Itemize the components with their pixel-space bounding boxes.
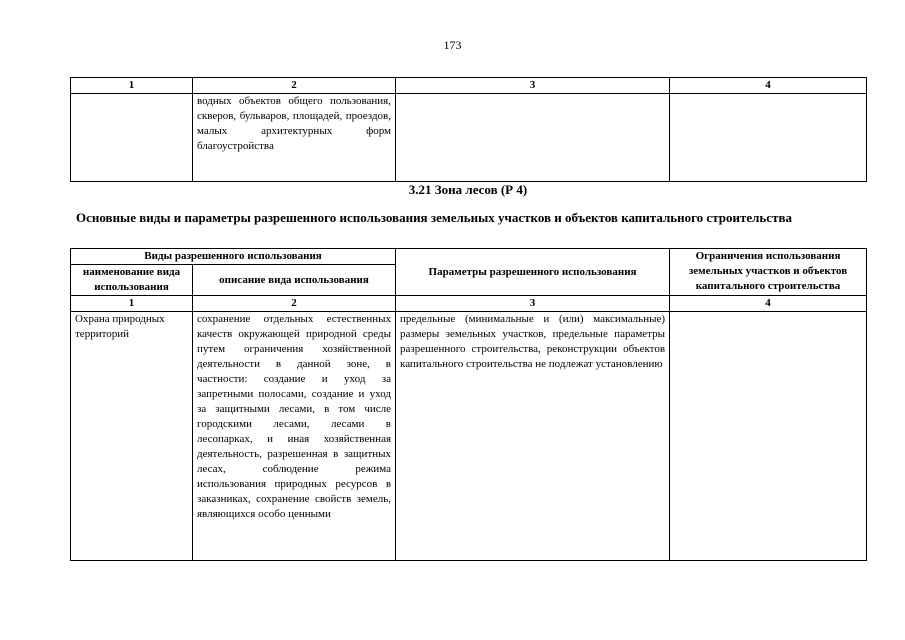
column-number: 2: [193, 296, 396, 312]
column-number: 3: [396, 78, 670, 94]
name-header: наименование вида использования: [71, 265, 193, 296]
table-cell: водных объектов общего пользования, скверов, бульваров, площадей, проездов, малых архитектурных форм благоустройства: [193, 94, 396, 182]
table-cell: [71, 94, 193, 182]
table-cell: [396, 94, 670, 182]
table-cell: [670, 94, 867, 182]
use-name-cell: Охрана природных территорий: [71, 312, 193, 561]
header-row: [71, 249, 867, 265]
column-number: 2: [193, 78, 396, 94]
table-caption: Основные виды и параметры разрешенного использования земельных участков и объектов капитального строительства: [76, 210, 792, 225]
column-number: 1: [71, 296, 193, 312]
table-row: [71, 312, 867, 561]
column-number: 1: [71, 78, 193, 94]
parameters-cell: предельные (минимальные и (или) максимальные) размеры земельных участков, предельные параметры разрешенного строительства, реконструкции объектов капитального строительства не подлежат установлению: [396, 312, 670, 561]
description-header: описание вида использования: [193, 265, 396, 296]
column-number-row: [71, 296, 867, 312]
section-heading: 3.21 Зона лесов (Р 4): [408, 182, 528, 197]
land-use-table: [70, 248, 867, 561]
column-number-row: [71, 78, 867, 94]
table-row: [71, 94, 867, 182]
column-number: 4: [670, 296, 867, 312]
restrictions-cell: [670, 312, 867, 561]
page-number: 173: [443, 38, 462, 52]
continuation-table: [70, 77, 867, 182]
restrictions-header: Ограничения использования земельных участков и объектов капитального строительства: [670, 249, 867, 296]
use-description-cell: сохранение отдельных естественных качеств окружающей природной среды путем ограничения хозяйственной деятельности в данной зоне, в частности: создание и уход за запретными полосами, создание и уход за защитными лесами, в том числе городскими лесами, лесами в лесопарках, и иная хозяйственная деятельность, разрешенная в защитных лесах, соблюдение режима использования природных ресурсов в заказниках, сохранение свойств земель, являющихся особо ценными: [193, 312, 396, 561]
parameters-header: Параметры разрешенного использования: [396, 249, 670, 296]
column-number: 3: [396, 296, 670, 312]
column-number: 4: [670, 78, 867, 94]
group-header: Виды разрешенного использования: [71, 249, 396, 265]
